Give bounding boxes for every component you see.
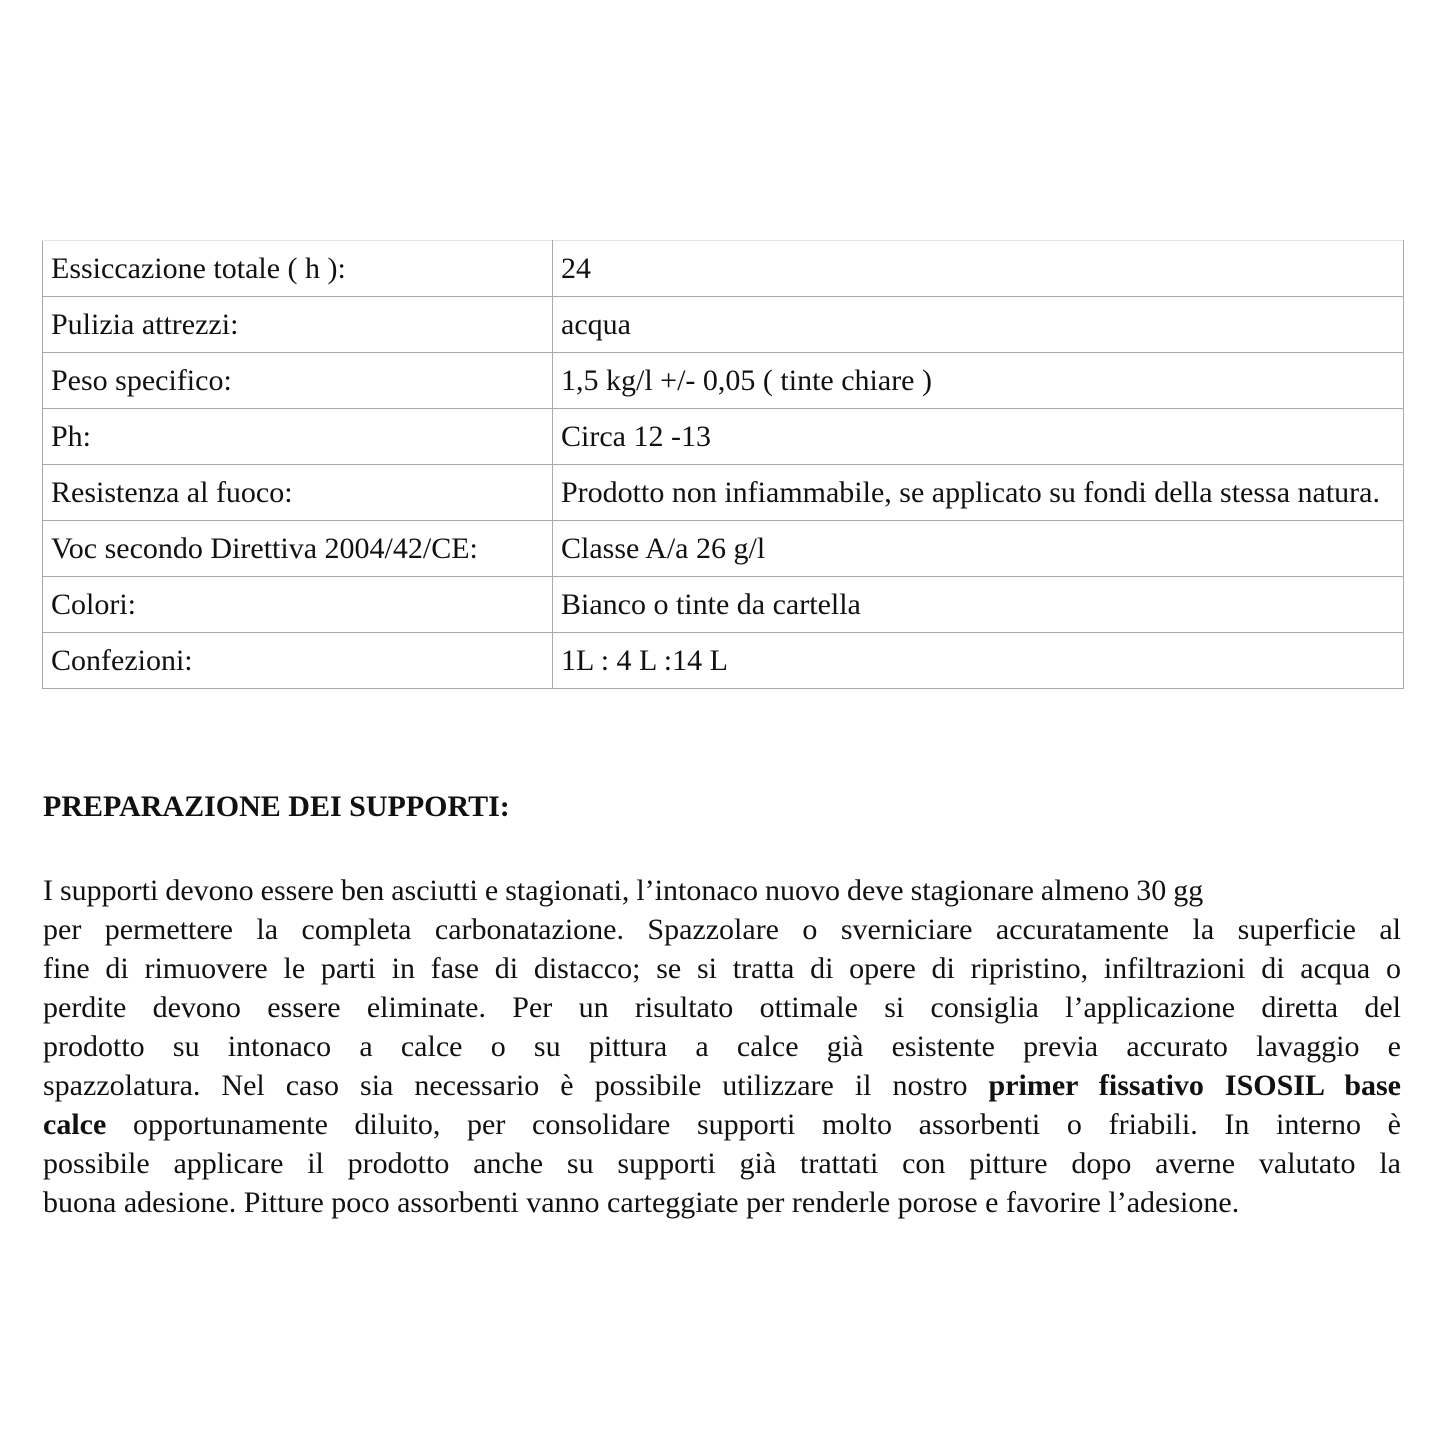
paragraph-line: buona adesione. Pitture poco assorbenti vanno carteggiate per renderle porose e favorire l’adesione. xyxy=(43,1186,1240,1219)
spec-label: Colori: xyxy=(43,577,553,633)
section-paragraph xyxy=(43,871,1401,1222)
table-row xyxy=(43,633,1404,689)
table-row xyxy=(43,521,1404,577)
spec-label: Peso specifico: xyxy=(43,353,553,409)
spec-value: 24 xyxy=(553,241,1404,297)
table-row xyxy=(43,353,1404,409)
paragraph-line: perdite devono essere eliminate. Per un risultato ottimale si consiglia l’applicazione diretta del xyxy=(43,991,1401,1024)
paragraph-text: opportunamente diluito, per consolidare supporti molto assorbenti o friabili. In interno è xyxy=(106,1108,1401,1141)
paragraph-text: spazzolatura. Nel caso sia necessario è possibile utilizzare il nostro xyxy=(43,1069,989,1102)
spec-value: Bianco o tinte da cartella xyxy=(553,577,1404,633)
table-row xyxy=(43,241,1404,297)
product-name-bold: primer fissativo ISOSIL base xyxy=(988,1069,1402,1102)
spec-value: 1,5 kg/l +/- 0,05 ( tinte chiare ) xyxy=(553,353,1404,409)
spec-label: Confezioni: xyxy=(43,633,553,689)
paragraph-line xyxy=(43,1105,1401,1144)
spec-label: Ph: xyxy=(43,409,553,465)
product-name-bold: calce xyxy=(43,1108,107,1141)
spec-table xyxy=(42,240,1404,689)
spec-label: Resistenza al fuoco: xyxy=(43,465,553,521)
spec-label: Pulizia attrezzi: xyxy=(43,297,553,353)
spec-value: 1L : 4 L :14 L xyxy=(553,633,1404,689)
table-row xyxy=(43,465,1404,521)
spec-label: Voc secondo Direttiva 2004/42/CE: xyxy=(43,521,553,577)
table-row xyxy=(43,409,1404,465)
paragraph-line: possibile applicare il prodotto anche su supporti già trattati con pitture dopo averne valutato la xyxy=(43,1147,1401,1180)
spec-value: Classe A/a 26 g/l xyxy=(553,521,1404,577)
spec-value: Circa 12 -13 xyxy=(553,409,1404,465)
spec-table-body xyxy=(43,241,1404,689)
table-row xyxy=(43,577,1404,633)
spec-value: Prodotto non infiammabile, se applicato su fondi della stessa natura. xyxy=(553,465,1404,521)
paragraph-line: fine di rimuovere le parti in fase di distacco; se si tratta di opere di ripristino, infiltrazioni di acqua o xyxy=(43,952,1401,985)
preparation-section xyxy=(43,787,1401,1222)
spec-value: acqua xyxy=(553,297,1404,353)
section-heading: PREPARAZIONE DEI SUPPORTI: xyxy=(43,790,510,823)
paragraph-line: I supporti devono essere ben asciutti e stagionati, l’intonaco nuovo deve stagionare almeno 30 gg xyxy=(43,874,1204,907)
paragraph-line: prodotto su intonaco a calce o su pittura a calce già esistente previa accurato lavaggio e xyxy=(43,1030,1401,1063)
spec-label: Essiccazione totale ( h ): xyxy=(43,241,553,297)
paragraph-line: per permettere la completa carbonatazione. Spazzolare o sverniciare accuratamente la superficie al xyxy=(43,913,1401,946)
paragraph-line xyxy=(43,1066,1401,1105)
table-row xyxy=(43,297,1404,353)
